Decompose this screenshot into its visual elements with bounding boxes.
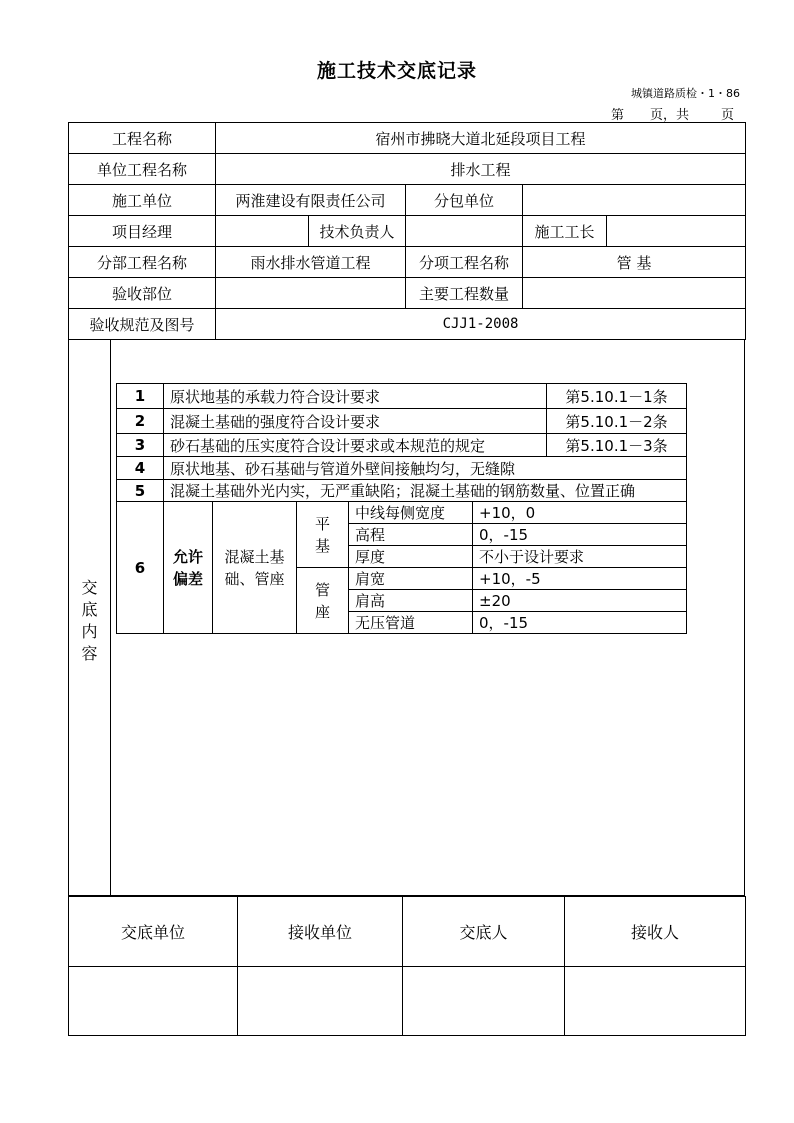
signature-table (68, 896, 746, 1036)
foreman-value (607, 216, 746, 247)
contractor-label: 施工单位 (69, 185, 216, 216)
group-pingji: 平 基 (297, 502, 349, 568)
tech-lead-label: 技术负责人 (309, 216, 406, 247)
page-word: 第 (611, 108, 625, 123)
acceptance-part-value (216, 278, 406, 309)
item-text: 原状地基的承载力符合设计要求 (164, 384, 547, 409)
tolerance-label: 允许 偏差 (164, 502, 213, 634)
item-num: 1 (117, 384, 164, 409)
item-num: 2 (117, 409, 164, 434)
subcontractor-label: 分包单位 (406, 185, 523, 216)
table-row (117, 457, 687, 480)
handover-person-label: 交底人 (403, 897, 565, 967)
receiver-label: 接收人 (565, 897, 746, 967)
handover-unit-signature (69, 967, 238, 1036)
project-info-table (68, 122, 746, 340)
tolerance-value: 0，-15 (473, 524, 687, 546)
item-ref: 第5.10.1－2条 (547, 409, 687, 434)
group-guanzuo: 管 座 (297, 568, 349, 634)
pm-value (216, 216, 309, 247)
tolerance-name: 中线每侧宽度 (349, 502, 473, 524)
item-text: 混凝土基础的强度符合设计要求 (164, 409, 547, 434)
tolerance-name: 厚度 (349, 546, 473, 568)
tolerance-name: 无压管道 (349, 612, 473, 634)
acceptance-part-label: 验收部位 (69, 278, 216, 309)
receiving-unit-signature (238, 967, 403, 1036)
page-mid: 页，共 (650, 108, 690, 123)
item-text: 混凝土基础外光内实，无严重缺陷；混凝土基础的钢筋数量、位置正确 (164, 480, 687, 502)
receiving-unit-label: 接收单位 (238, 897, 403, 967)
handover-person-signature (403, 967, 565, 1036)
receiver-signature (565, 967, 746, 1036)
item-num: 4 (117, 457, 164, 480)
tolerance-name: 高程 (349, 524, 473, 546)
tolerance-value: ±20 (473, 590, 687, 612)
tolerance-value: 0，-15 (473, 612, 687, 634)
item-ref: 第5.10.1－1条 (547, 384, 687, 409)
spec-label: 验收规范及图号 (69, 309, 216, 340)
tolerance-name: 肩高 (349, 590, 473, 612)
table-row (117, 384, 687, 409)
tech-lead-value (406, 216, 523, 247)
page-title: 施工技术交底记录 (316, 60, 477, 82)
tolerance-item: 混凝土基 础、管座 (213, 502, 297, 634)
item-num: 3 (117, 434, 164, 457)
requirements-table (116, 383, 687, 634)
subitem-label: 分项工程名称 (406, 247, 523, 278)
item-num: 6 (117, 502, 164, 634)
unit-project-label: 单位工程名称 (69, 154, 216, 185)
page-end: 页 (721, 108, 735, 123)
table-row (117, 480, 687, 502)
foreman-label: 施工工长 (523, 216, 607, 247)
item-text: 砂石基础的压实度符合设计要求或本规范的规定 (164, 434, 547, 457)
table-row (117, 434, 687, 457)
item-ref: 第5.10.1－3条 (547, 434, 687, 457)
unit-project-value: 排水工程 (216, 154, 746, 185)
tolerance-value: +10，0 (473, 502, 687, 524)
content-label: 交 底 内 容 (81, 578, 98, 663)
tolerance-name: 肩宽 (349, 568, 473, 590)
handover-unit-label: 交底单位 (69, 897, 238, 967)
quantity-value (523, 278, 746, 309)
project-name-label: 工程名称 (69, 123, 216, 154)
tolerance-value: 不小于设计要求 (473, 546, 687, 568)
subcontractor-value (523, 185, 746, 216)
item-num: 5 (117, 480, 164, 502)
subitem-value: 管 基 (523, 247, 746, 278)
table-row (117, 502, 687, 524)
spec-value: CJJ1-2008 (216, 309, 746, 340)
division-value: 雨水排水管道工程 (216, 247, 406, 278)
quantity-label: 主要工程数量 (406, 278, 523, 309)
tolerance-value: +10，-5 (473, 568, 687, 590)
contractor-value: 两淮建设有限责任公司 (216, 185, 406, 216)
division-label: 分部工程名称 (69, 247, 216, 278)
table-row (117, 409, 687, 434)
form-code: 城镇道路质检・1・86 (631, 87, 740, 100)
pm-label: 项目经理 (69, 216, 216, 247)
project-name-value: 宿州市拂晓大道北延段项目工程 (216, 123, 746, 154)
content-label-column (69, 339, 111, 895)
item-text: 原状地基、砂石基础与管道外壁间接触均匀，无缝隙 (164, 457, 687, 480)
